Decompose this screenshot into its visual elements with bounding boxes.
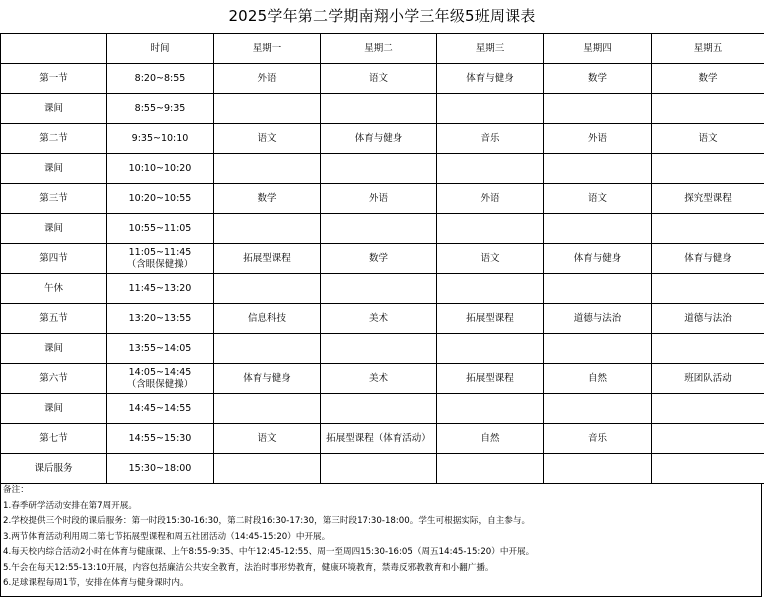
subject-cell	[214, 274, 321, 304]
subject-cell: 语文	[214, 124, 321, 154]
header-day: 星期四	[544, 34, 652, 64]
subject-cell	[544, 394, 652, 424]
time-range: 14:45~14:55	[128, 402, 192, 414]
table-row	[1, 184, 764, 214]
notes-heading: 备注：	[3, 485, 29, 495]
subject-cell	[321, 154, 437, 184]
header-time: 时间	[107, 34, 214, 64]
subject-cell: 外语	[437, 184, 544, 214]
time-range: 10:10~10:20	[128, 162, 192, 174]
subject-cell: 道德与法治	[544, 304, 652, 334]
subject-cell	[652, 94, 764, 124]
header-day: 星期一	[214, 34, 321, 64]
table-row	[1, 394, 764, 424]
time-cell	[107, 304, 214, 334]
table-row	[1, 214, 764, 244]
subject-cell	[652, 424, 764, 454]
subject-cell: 拓展型课程	[437, 304, 544, 334]
subject-cell: 语文	[437, 244, 544, 274]
note-item: 6.足球课程每周1节，安排在体育与健身课时内。	[3, 578, 189, 588]
subject-cell	[652, 274, 764, 304]
subject-cell	[544, 214, 652, 244]
subject-cell: 体育与健身	[214, 364, 321, 394]
subject-cell: 美术	[321, 364, 437, 394]
subject-cell	[437, 394, 544, 424]
period-label: 第六节	[1, 364, 107, 394]
subject-cell: 语文	[214, 424, 321, 454]
subject-cell: 语文	[544, 184, 652, 214]
subject-cell: 道德与法治	[652, 304, 764, 334]
time-range: 13:20~13:55	[128, 312, 192, 324]
header-corner	[1, 34, 107, 64]
table-row	[1, 334, 764, 364]
header-row	[1, 34, 764, 64]
subject-cell: 数学	[652, 64, 764, 94]
subject-cell	[652, 154, 764, 184]
subject-cell	[214, 214, 321, 244]
time-range: 15:30~18:00	[128, 462, 192, 474]
subject-cell: 数学	[214, 184, 321, 214]
note-item: 5.午会在每天12:55-13:10开展，内容包括廉洁公共安全教育，法治时事形势教育，健康环境教育，禁毒反邪教教育和小翻广播。	[3, 562, 494, 573]
subject-cell: 音乐	[544, 424, 652, 454]
period-label: 课间	[1, 94, 107, 124]
time-range: 9:35~10:10	[131, 132, 189, 144]
subject-cell: 探究型课程	[652, 184, 764, 214]
subject-cell	[544, 94, 652, 124]
period-label: 第二节	[1, 124, 107, 154]
subject-cell: 班团队活动	[652, 364, 764, 394]
subject-cell: 数学	[544, 64, 652, 94]
subject-cell	[437, 154, 544, 184]
subject-cell	[652, 334, 764, 364]
subject-cell	[321, 94, 437, 124]
time-cell	[107, 64, 214, 94]
subject-cell: 自然	[437, 424, 544, 454]
table-row	[1, 424, 764, 454]
subject-cell	[321, 394, 437, 424]
subject-cell	[214, 454, 321, 484]
note-item: 3.两节体育活动利用周二第七节拓展型课程和周五社团活动（14:45-15:20）中开展。	[3, 531, 331, 542]
time-cell	[107, 454, 214, 484]
subject-cell	[437, 334, 544, 364]
period-label: 课后服务	[1, 454, 107, 484]
header-day: 星期二	[321, 34, 437, 64]
period-label: 课间	[1, 334, 107, 364]
time-range: 14:55~15:30	[128, 432, 192, 444]
subject-cell	[214, 334, 321, 364]
subject-cell	[544, 334, 652, 364]
note-item: 4.每天校内综合活动2小时在体育与健康课、上午8:55-9:35、中午12:45-12:55、周一至周四15:30-16:05（周五14:45-15:20）中开展。	[3, 547, 535, 557]
subject-cell	[321, 334, 437, 364]
notes-section	[0, 483, 762, 597]
time-cell	[107, 94, 214, 124]
subject-cell	[437, 274, 544, 304]
period-label: 第五节	[1, 304, 107, 334]
time-cell	[107, 214, 214, 244]
subject-cell: 语文	[652, 124, 764, 154]
time-cell	[107, 364, 214, 394]
period-label: 课间	[1, 394, 107, 424]
subject-cell: 语文	[321, 64, 437, 94]
period-label: 第七节	[1, 424, 107, 454]
subject-cell	[652, 394, 764, 424]
time-cell	[107, 124, 214, 154]
timetable	[0, 33, 764, 484]
subject-cell: 体育与健身	[437, 64, 544, 94]
subject-cell	[652, 214, 764, 244]
time-range: 8:20~8:55	[134, 72, 186, 84]
header-day: 星期三	[437, 34, 544, 64]
time-range: 14:05~14:45	[128, 366, 192, 378]
subject-cell	[321, 454, 437, 484]
subject-cell	[437, 94, 544, 124]
subject-cell: 外语	[544, 124, 652, 154]
notes-list	[3, 499, 761, 592]
subject-cell: 体育与健身	[652, 244, 764, 274]
table-row	[1, 364, 764, 394]
table-row	[1, 304, 764, 334]
time-cell	[107, 394, 214, 424]
page-title: 2025学年第二学期南翔小学三年级5班周课表	[228, 7, 536, 25]
period-label: 午休	[1, 274, 107, 304]
subject-cell	[652, 454, 764, 484]
time-range: 13:55~14:05	[128, 342, 192, 354]
subject-cell	[321, 274, 437, 304]
time-range: 11:45~13:20	[128, 282, 192, 294]
subject-cell: 音乐	[437, 124, 544, 154]
subject-cell	[214, 94, 321, 124]
subject-cell: 自然	[544, 364, 652, 394]
subject-cell: 体育与健身	[321, 124, 437, 154]
time-range: 10:20~10:55	[128, 192, 192, 204]
subject-cell: 美术	[321, 304, 437, 334]
timetable-body	[1, 34, 764, 484]
header-day: 星期五	[652, 34, 764, 64]
time-range: 10:55~11:05	[128, 222, 192, 234]
period-label: 第四节	[1, 244, 107, 274]
subject-cell	[214, 394, 321, 424]
table-row	[1, 64, 764, 94]
subject-cell	[544, 274, 652, 304]
period-label: 第一节	[1, 64, 107, 94]
time-cell	[107, 424, 214, 454]
table-row	[1, 94, 764, 124]
table-row	[1, 124, 764, 154]
subject-cell	[544, 454, 652, 484]
subject-cell	[437, 454, 544, 484]
table-row	[1, 274, 764, 304]
subject-cell: 数学	[321, 244, 437, 274]
subject-cell: 外语	[214, 64, 321, 94]
time-note: （含眼保健操）	[126, 258, 194, 270]
subject-cell: 外语	[321, 184, 437, 214]
time-cell	[107, 184, 214, 214]
table-row	[1, 454, 764, 484]
note-item: 1.春季研学活动安排在第7周开展。	[3, 500, 137, 511]
time-note: （含眼保健操）	[126, 378, 194, 390]
subject-cell: 拓展型课程	[214, 244, 321, 274]
subject-cell: 拓展型课程	[437, 364, 544, 394]
period-label: 课间	[1, 214, 107, 244]
time-range: 11:05~11:45	[128, 246, 192, 258]
subject-cell	[321, 214, 437, 244]
time-cell	[107, 274, 214, 304]
period-label: 第三节	[1, 184, 107, 214]
time-cell	[107, 154, 214, 184]
period-label: 课间	[1, 154, 107, 184]
subject-cell: 拓展型课程（体育活动）	[321, 424, 437, 454]
subject-cell: 信息科技	[214, 304, 321, 334]
subject-cell	[214, 154, 321, 184]
subject-cell: 体育与健身	[544, 244, 652, 274]
table-row	[1, 244, 764, 274]
note-item: 2.学校提供三个时段的课后服务：第一时段15:30-16:30，第二时段16:30-17:30，第三时段17:30-18:00。学生可根据实际，自主参与。	[3, 516, 531, 526]
time-cell	[107, 334, 214, 364]
subject-cell	[437, 214, 544, 244]
time-range: 8:55~9:35	[134, 102, 186, 114]
table-row	[1, 154, 764, 184]
subject-cell	[544, 154, 652, 184]
time-cell	[107, 244, 214, 274]
